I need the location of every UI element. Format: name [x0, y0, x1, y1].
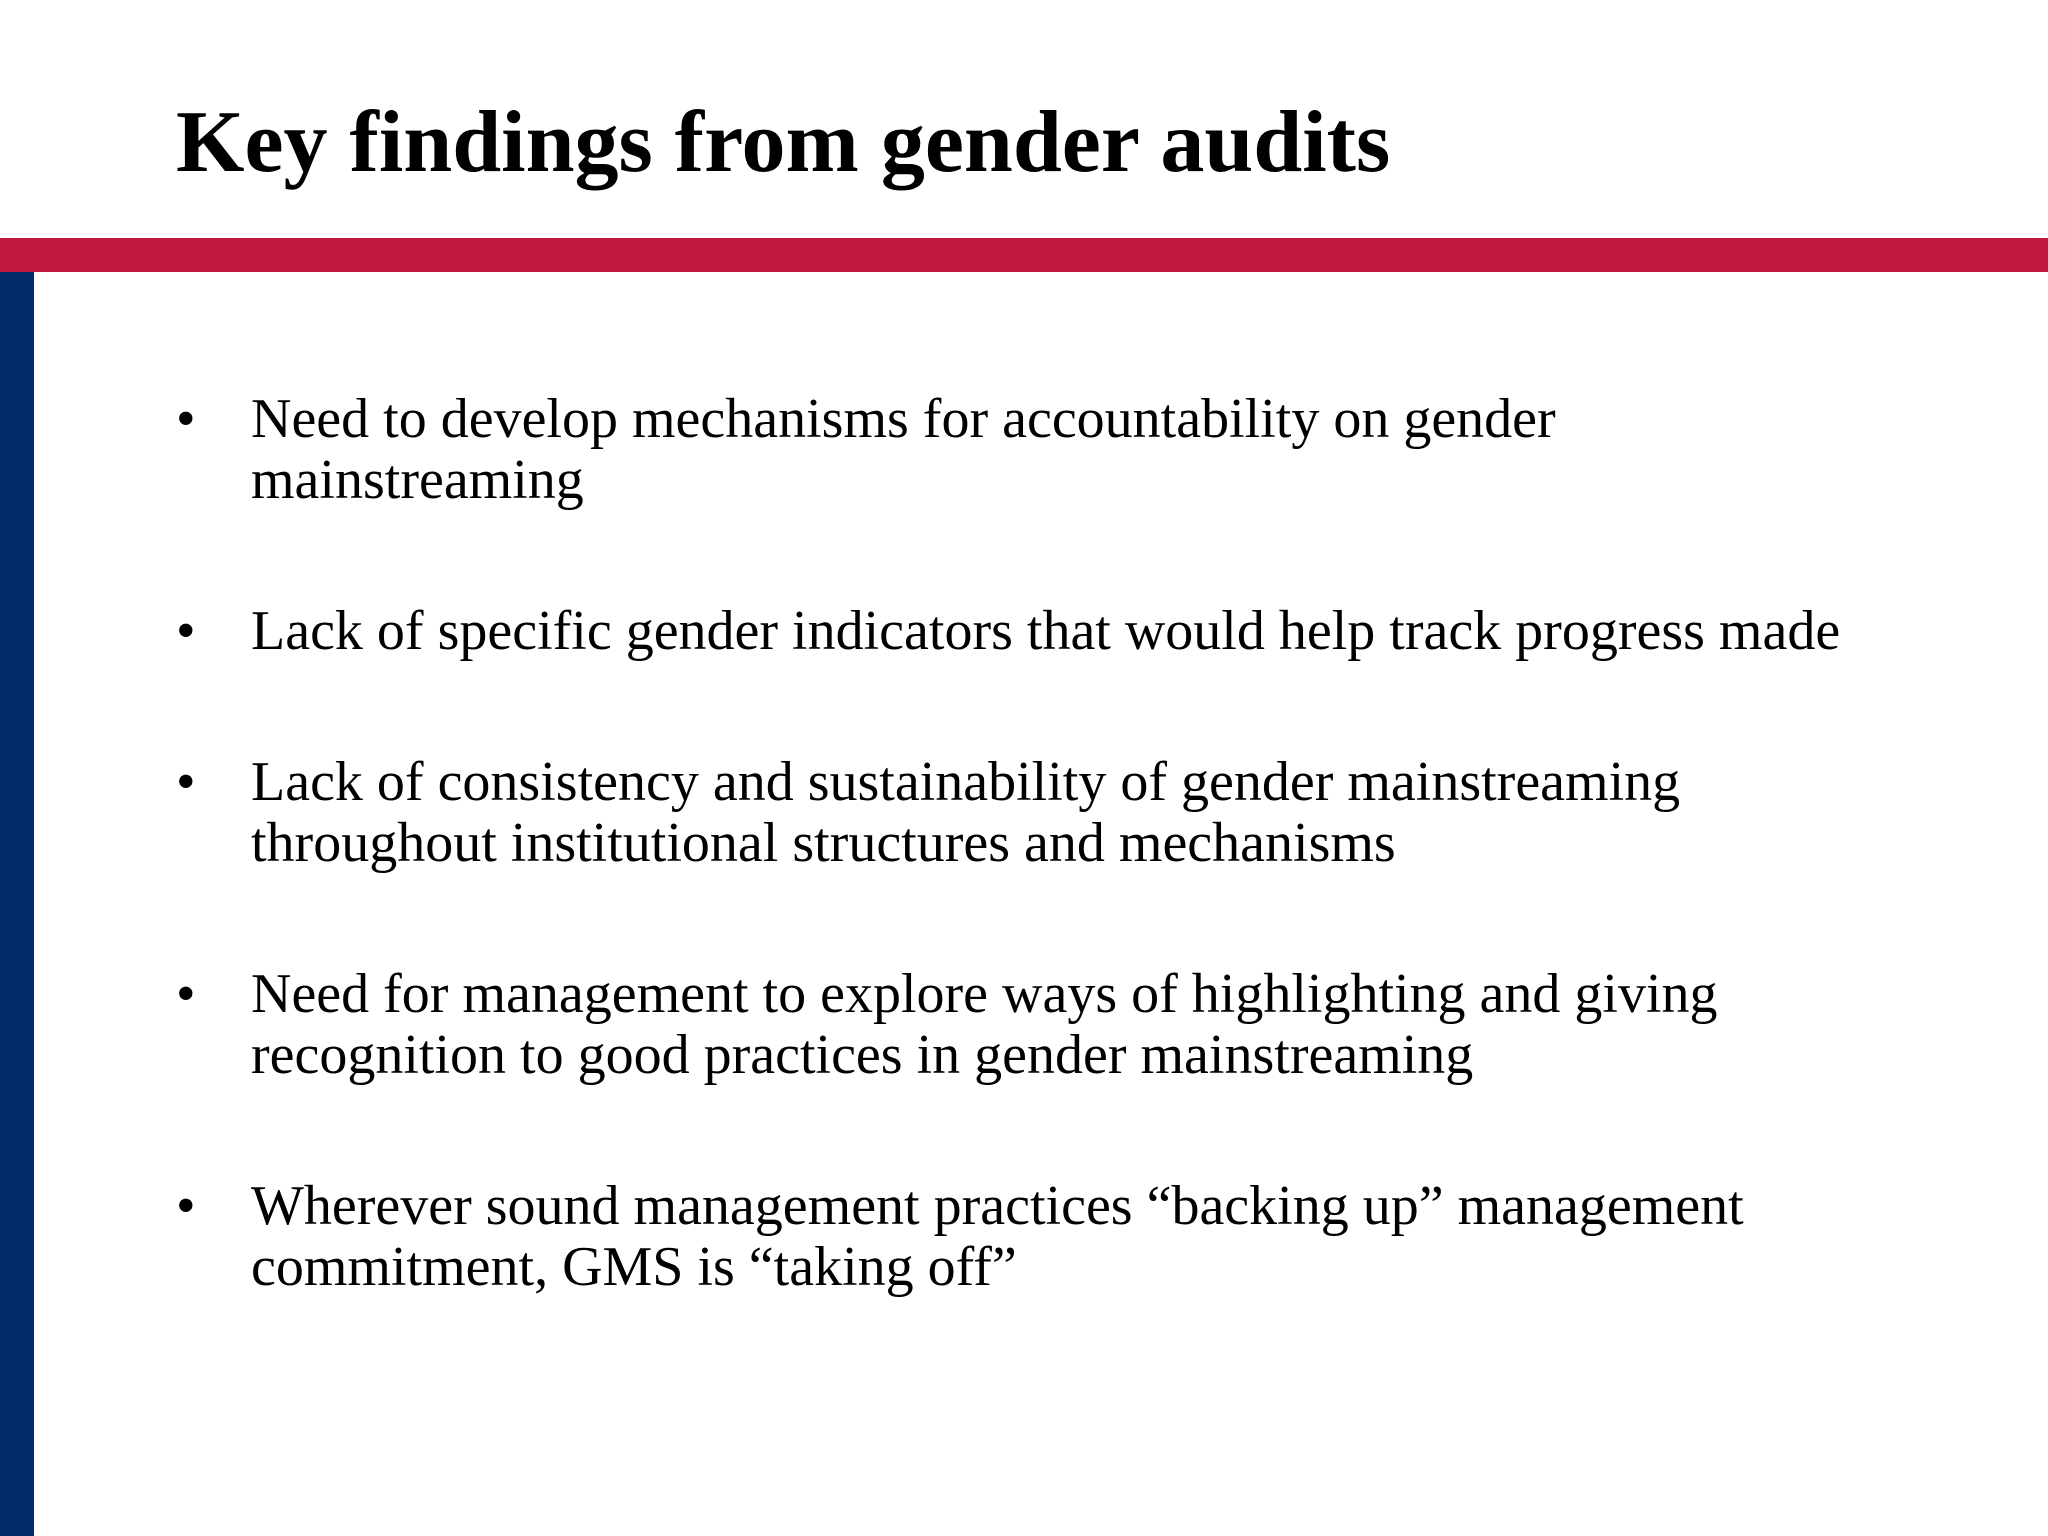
- bullet-item-1: [176, 389, 1876, 511]
- bullet-marker: •: [176, 600, 196, 662]
- bullet-item-2: [176, 601, 1876, 662]
- bullet-marker: •: [176, 388, 196, 450]
- bullet-marker: •: [176, 963, 196, 1025]
- blue-accent-bar: [0, 272, 34, 1536]
- bullet-text-line: Wherever sound management practices “backing up” management: [251, 1175, 1744, 1237]
- bullet-text-line: recognition to good practices in gender mainstreaming: [251, 1024, 1474, 1086]
- bullet-text-line: Lack of specific gender indicators that would help track progress made: [251, 600, 1841, 662]
- bullet-item-4: [176, 964, 1876, 1086]
- bullet-text-line: throughout institutional structures and mechanisms: [251, 812, 1396, 874]
- bullet-text-line: Need to develop mechanisms for accountability on gender: [251, 388, 1556, 450]
- bullet-item-5: [176, 1176, 1876, 1298]
- slide-title: Key findings from gender audits: [176, 94, 1391, 191]
- bullet-text-line: Lack of consistency and sustainability of gender mainstreaming: [251, 751, 1681, 813]
- bullet-list: [176, 389, 1876, 1388]
- red-accent-bar: [0, 238, 2048, 272]
- bullet-marker: •: [176, 751, 196, 813]
- bullet-item-3: [176, 752, 1876, 874]
- bullet-text-line: mainstreaming: [251, 449, 584, 511]
- bullet-text-line: Need for management to explore ways of highlighting and giving: [251, 963, 1718, 1025]
- bullet-marker: •: [176, 1175, 196, 1237]
- bullet-text-line: commitment, GMS is “taking off”: [251, 1236, 1017, 1298]
